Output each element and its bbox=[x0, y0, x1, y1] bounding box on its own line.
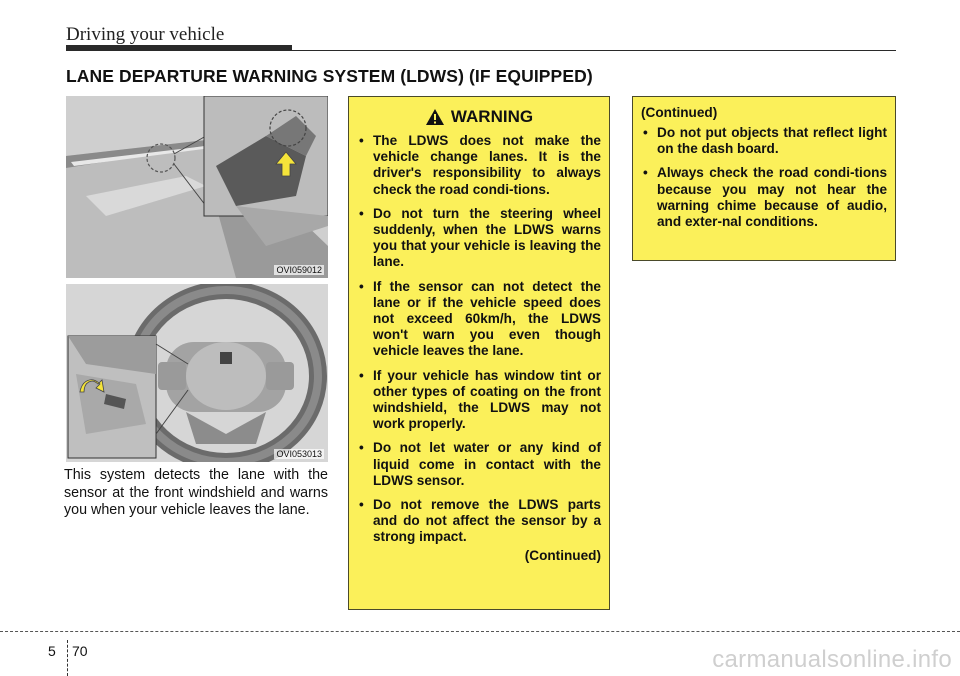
footer-rule bbox=[0, 631, 960, 632]
warning-item: • The LDWS does not make the vehicle change lanes. It is the driver's responsibility to always check the road condi-tions. bbox=[357, 133, 601, 198]
figure-code: OVI053013 bbox=[276, 449, 322, 459]
warning-item: • If your vehicle has window tint or other types of coating on the front windshield, the LDWS may not work properly. bbox=[357, 368, 601, 433]
steering-wheel-illustration bbox=[66, 284, 328, 462]
continuation-heading: (Continued) bbox=[641, 105, 718, 120]
continuation-item: • Do not put objects that reflect light on the dash board. bbox=[641, 125, 887, 157]
footer-section-number: 5 bbox=[48, 643, 56, 659]
continuation-item: • Always check the road condi-tions because you may not hear the warning chime because of audio, and exter-nal conditions. bbox=[641, 165, 887, 230]
body-paragraph: This system detects the lane with the sensor at the front windshield and warns you when your vehicle leaves the lane. bbox=[64, 467, 328, 518]
warning-heading bbox=[357, 107, 601, 127]
warning-title: WARNING bbox=[450, 107, 534, 126]
figure-windshield-sensor bbox=[66, 96, 328, 278]
section-title: LANE DEPARTURE WARNING SYSTEM (LDWS) (IF EQUIPPED) bbox=[66, 66, 593, 86]
header-line bbox=[292, 50, 896, 51]
continuation-list bbox=[641, 125, 887, 230]
warning-item: • If the sensor can not detect the lane or if the vehicle speed does not exceed 60km/h, the LDWS won't warn you even though vehicle leaves the lane. bbox=[357, 279, 601, 360]
warning-item: • Do not turn the steering wheel suddenly, when the LDWS warns you that your vehicle is leaving the lane. bbox=[357, 206, 601, 271]
footer-divider bbox=[67, 640, 68, 676]
figure-code: OVI059012 bbox=[276, 265, 322, 275]
warning-list bbox=[357, 133, 601, 546]
warning-box bbox=[348, 96, 610, 610]
header-bar bbox=[66, 45, 292, 51]
figure-steering-wheel bbox=[66, 284, 328, 462]
watermark[interactable]: carmanualsonline.info bbox=[712, 646, 952, 673]
warning-triangle-icon bbox=[425, 108, 445, 126]
continuation-box bbox=[632, 96, 896, 261]
warning-continued-label: (Continued) bbox=[524, 547, 601, 563]
warning-item: • Do not let water or any kind of liquid come in contact with the LDWS sensor. bbox=[357, 440, 601, 489]
footer-page-number: 70 bbox=[72, 643, 88, 659]
warning-item: • Do not remove the LDWS parts and do not affect the sensor by a strong impact. bbox=[357, 497, 601, 546]
chapter-title: Driving your vehicle bbox=[66, 24, 225, 45]
windshield-illustration bbox=[66, 96, 328, 278]
